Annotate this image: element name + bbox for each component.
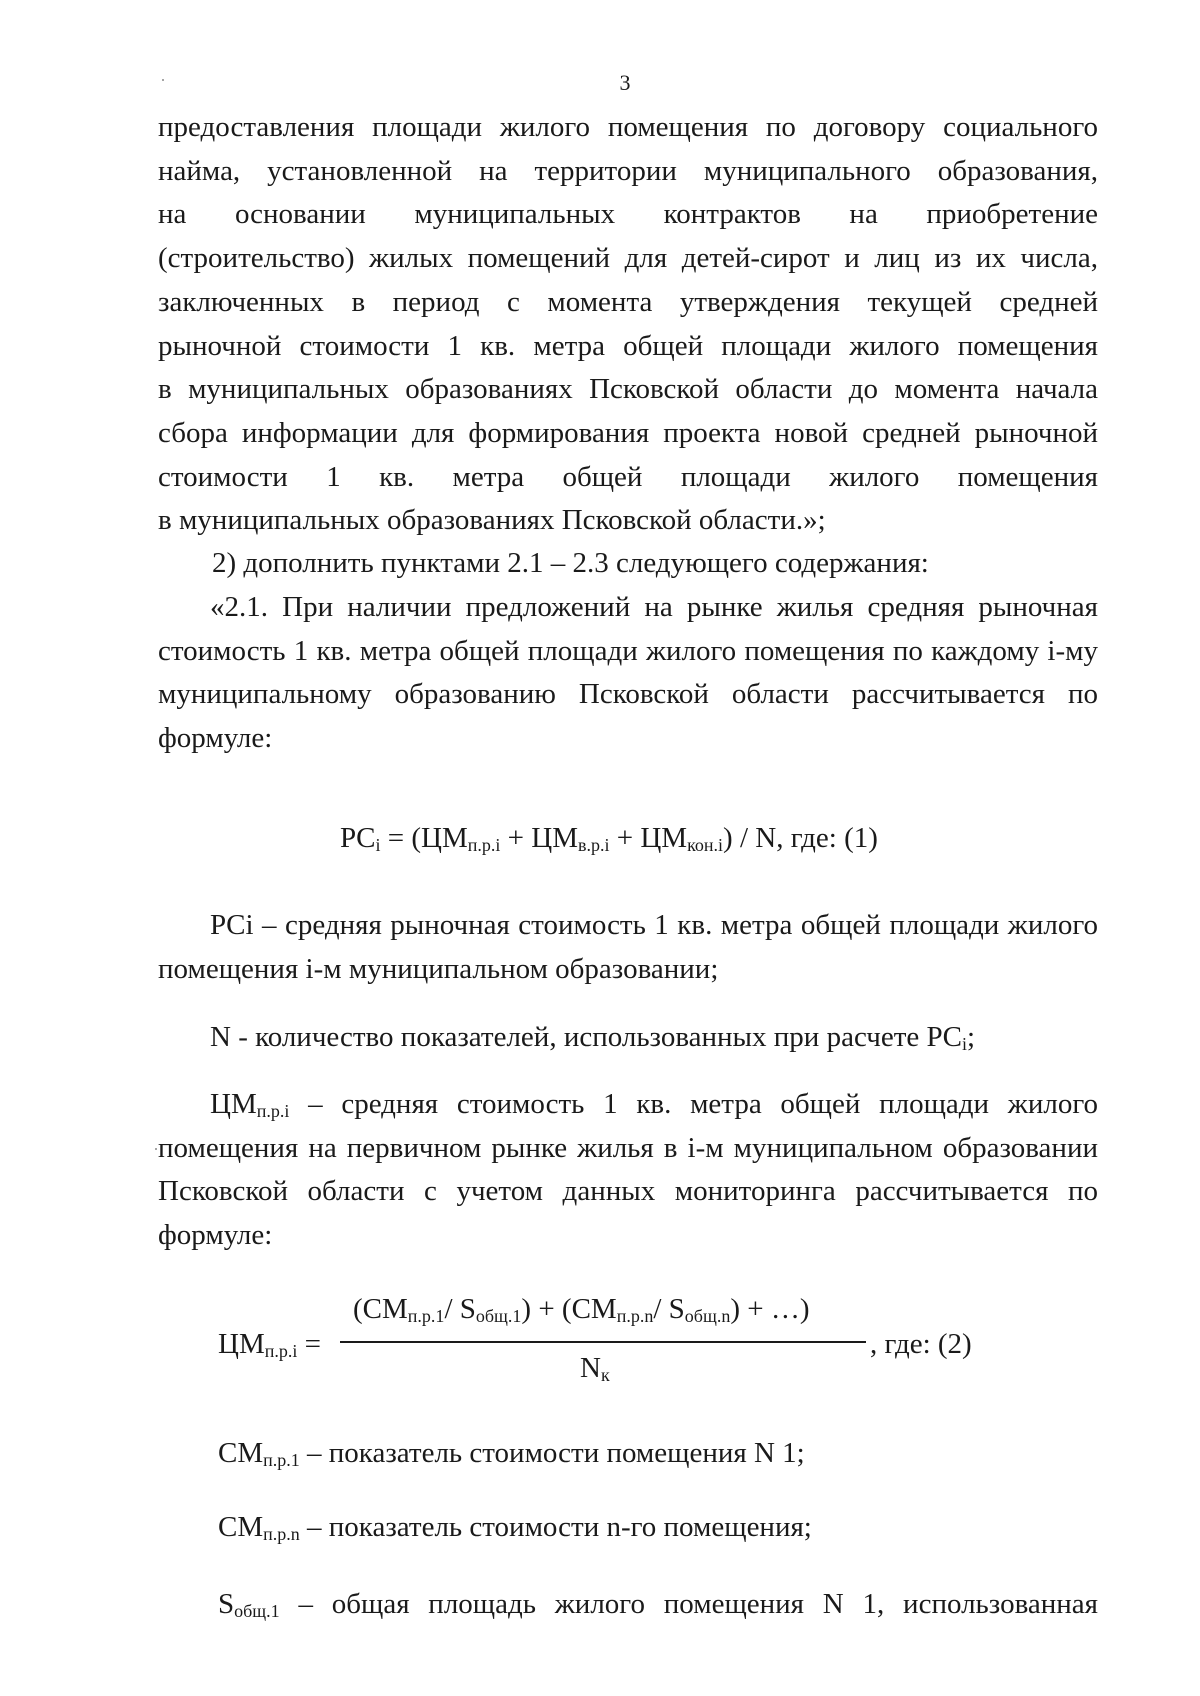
text-line: сбора информации для формирования проекта новой средней рыночной (158, 416, 1098, 449)
definition-n: N - количество показателей, использованных при расчете $PC_i$; (210, 1021, 976, 1054)
text-line: на основании муниципальных контрактов на приобретение (158, 198, 1098, 231)
formula-1: $PC_i = (ЦМ_{п.р.i} + ЦМ_{в.р.i} + ЦМ_{кон.i}) / N$, где: (1) (340, 822, 878, 855)
definition-pci: PCi – средняя рыночная стоимость 1 кв. метра общей площади жилого помещения i-м муниципальном образовании; (158, 909, 1098, 985)
page-number: 3 (619, 70, 631, 95)
definition-cmn: $СМ_{п.р.n}$ – показатель стоимости n-го помещения; (218, 1511, 812, 1544)
scan-speck (155, 1148, 157, 1150)
text-line: стоимости 1 кв. метра общей площади жилого помещения (158, 460, 1098, 493)
text-line: в муниципальных образованиях Псковской области до момента начала (158, 373, 1098, 406)
paragraph-continuation (158, 106, 1098, 543)
text-line: найма, установленной на территории муниципального образования, (158, 154, 1098, 187)
definition-cm1: $СМ_{п.р.1}$ – показатель стоимости помещения N 1; (218, 1437, 805, 1470)
text-line: заключенных в период с момента утверждения текущей средней (158, 285, 1098, 318)
text-line: (строительство) жилых помещений для детей-сирот и лиц из их числа, (158, 242, 1098, 275)
scan-speck (162, 79, 164, 81)
fraction-line (340, 1341, 866, 1343)
definition-s1: $S_{общ.1}$ – общая площадь жилого помещения N 1, использованная (218, 1588, 1098, 1621)
definition-cm-prim: $ЦМ_{п.р.i}$ – средняя стоимость 1 кв. метра общей площади жилого помещения на первичном рынке жилья в i-м муниципальном образовании Псковской области с учетом данных мониторинга рассчитывается по формуле: (158, 1088, 1098, 1252)
text-line: рыночной стоимости 1 кв. метра общей площади жилого помещения (158, 329, 1098, 362)
formula-2-denominator: $N_к$ (580, 1352, 610, 1385)
formula-2-lhs: $ЦМ_{п.р.i}$ = (218, 1328, 321, 1361)
formula-2-tail: , где: (2) (870, 1328, 972, 1360)
paragraph-2-1: «2.1. При наличии предложений на рынке жилья средняя рыночная стоимость 1 кв. метра общей площади жилого помещения по каждому i-му муниципальному образованию Псковской области рассчитывается по формуле: (158, 591, 1098, 755)
text-line: предоставления площади жилого помещения по договору социального (158, 111, 1098, 143)
item-2: 2) дополнить пунктами 2.1 – 2.3 следующего содержания: (212, 547, 929, 579)
text-line: в муниципальных образованиях Псковской области.»; (158, 504, 826, 537)
formula-2-numerator: ($СМ_{п.р.1}/$ $S_{общ.1}) + (СМ_{п.р.n}/$ $S_{общ.n}$) + …) (353, 1293, 810, 1326)
